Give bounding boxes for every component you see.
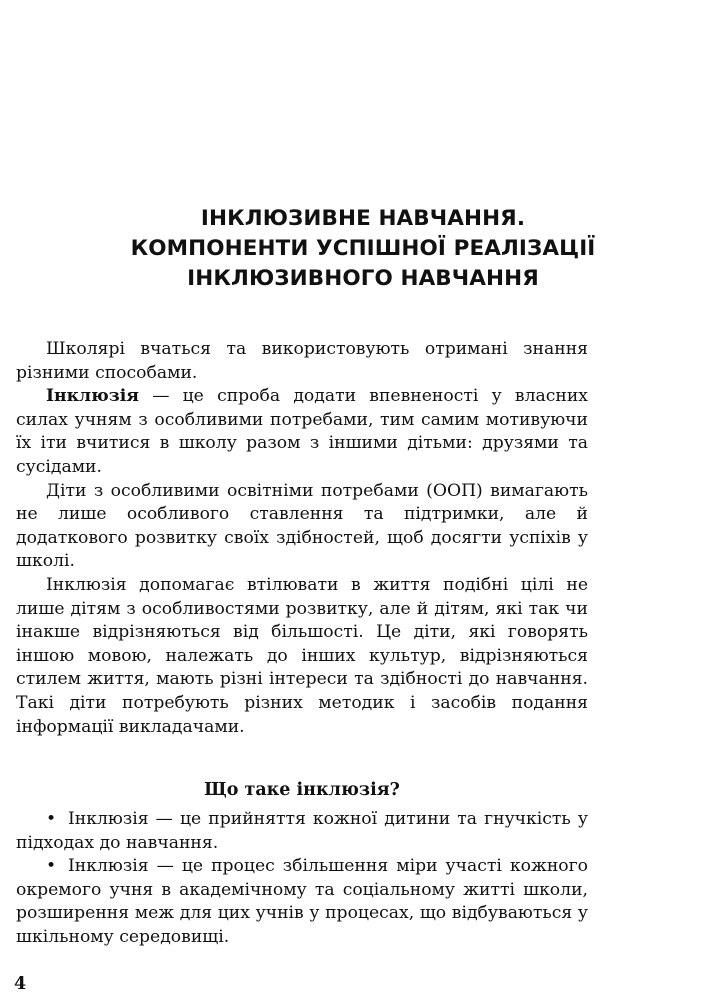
inclusion-term: Інклюзія bbox=[46, 386, 139, 407]
page-number: 4 bbox=[14, 974, 27, 994]
section-heading: Що таке інклюзія? bbox=[204, 780, 400, 800]
bullet-mark: • bbox=[46, 809, 57, 829]
page-title bbox=[0, 204, 726, 294]
paragraph-3: Діти з особливими освітніми потребами (ООП) вимагають не лише особливого ставлення та підтримки, але й додаткового розвитку своїх здібностей, щоб досягти успіхів у школі. bbox=[16, 480, 588, 572]
title-line-2: КОМПОНЕНТИ УСПІШНОЇ РЕАЛІЗАЦІЇ bbox=[130, 236, 596, 261]
bullet-list bbox=[16, 808, 588, 950]
main-text bbox=[16, 338, 588, 739]
title-line-1: ІНКЛЮЗИВНЕ НАВЧАННЯ. bbox=[200, 206, 526, 231]
paragraph-2-text: — це спроба додати впевненості у власних силах учням з особливими потребами, тим самим мотивуючи їх іти вчитися в школу разом з іншими дітьми: друзями та сусідами. bbox=[16, 386, 588, 477]
bullet-mark: • bbox=[46, 856, 57, 877]
paragraph-4: Інклюзія допомагає втілювати в життя подібні цілі не лише дітям з особливостями розвитку, але й дітям, які так чи інакше відрізняються від більшості. Це діти, які говорять іншою мовою, належать до інших культур, відрізняються стилем життя, мають різні інтереси та здібності до навчання. Такі діти потребують різних методик і засобів подання інформації викладачами. bbox=[16, 574, 588, 737]
bullet-text-1: Інклюзія — це прийняття кожної дитини та гнучкість у підходах до навчання. bbox=[16, 809, 588, 853]
paragraph-2 bbox=[16, 385, 588, 479]
bullet-text-2: Інклюзія — це процес збільшення міри участі кожного окремого учня в академічному та соціальному житті школи, розширення меж для цих учнів у процесах, що відбуваються у шкільному середовищі. bbox=[16, 856, 588, 947]
bullet-item-1 bbox=[16, 808, 588, 855]
paragraph-1: Школярі вчаться та використовують отримані знання різними способами. bbox=[16, 339, 588, 383]
bullet-item-2 bbox=[16, 855, 588, 949]
title-line-3: ІНКЛЮЗИВНОГО НАВЧАННЯ bbox=[187, 266, 539, 291]
